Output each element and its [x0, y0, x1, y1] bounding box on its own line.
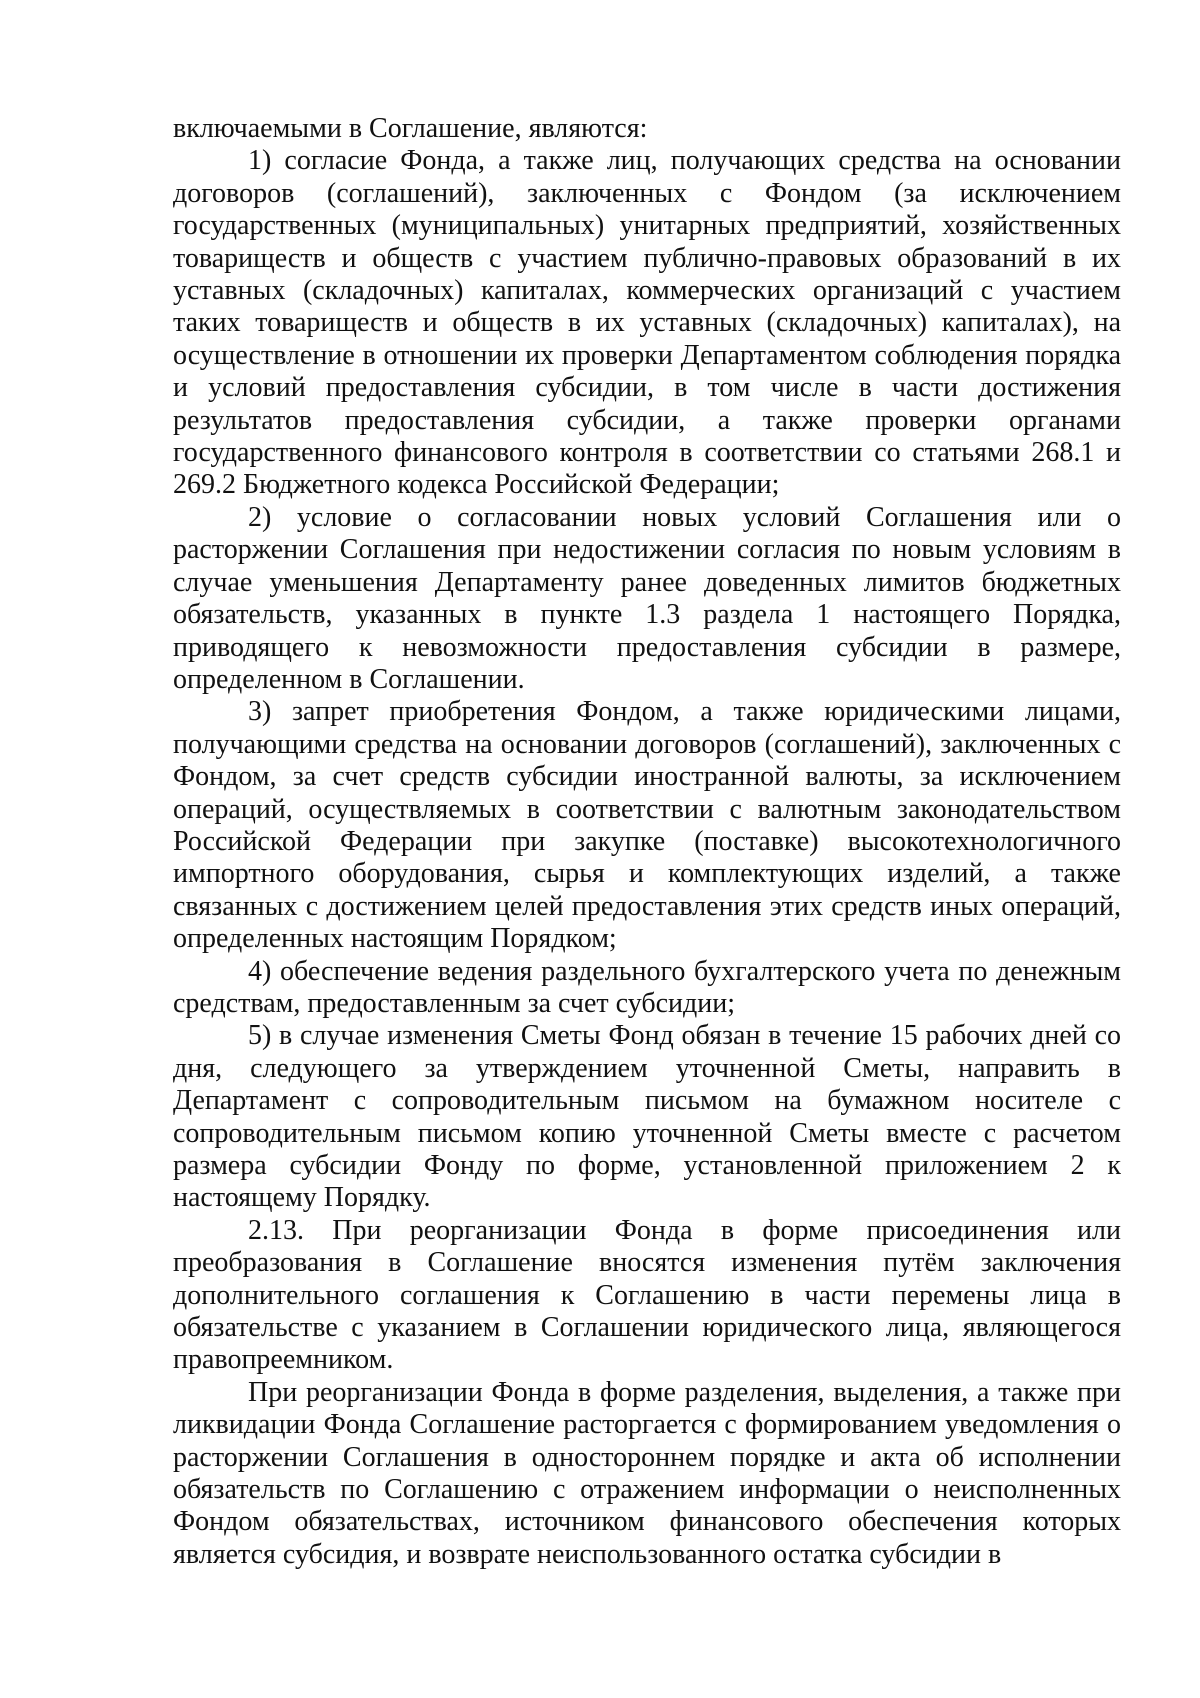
paragraph-item-3: 3) запрет приобретения Фондом, а также юридическими лицами, получающими средства на основании договоров (соглашений), заключенных с Фондом, за счет средств субсидии иностранной валюты, за исключением операций, осуществляемых в соответствии с валютным законодательством Российской Федерации при закупке (поставке) высокотехнологичного импортного оборудования, сырья и комплектующих изделий, а также связанных с достижением целей предоставления этих средств иных операций, определенных настоящим Порядком; — [173, 696, 1121, 955]
paragraph-item-5: 5) в случае изменения Сметы Фонд обязан в течение 15 рабочих дней со дня, следующего за утверждением уточненной Сметы, направить в Департамент с сопроводительным письмом на бумажном носителе с сопроводительным письмом копию уточненной Сметы вместе с расчетом размера субсидии Фонду по форме, установленной приложением 2 к настоящему Порядку. — [173, 1020, 1121, 1214]
paragraph-clause-2-13: 2.13. При реорганизации Фонда в форме присоединения или преобразования в Соглашение вносятся изменения путём заключения дополнительного соглашения к Соглашению в части перемены лица в обязательстве с указанием в Соглашении юридического лица, являющегося правопреемником. — [173, 1214, 1121, 1376]
paragraph-item-2: 2) условие о согласовании новых условий Соглашения или о расторжении Соглашения при недостижении согласия по новым условиям в случае уменьшения Департаменту ранее доведенных лимитов бюджетных обязательств, указанных в пункте 1.3 раздела 1 настоящего Порядка, приводящего к невозможности предоставления субсидии в размере, определенном в Соглашении. — [173, 501, 1121, 695]
document-page — [173, 113, 1121, 1571]
paragraph-reorganization: При реорганизации Фонда в форме разделения, выделения, а также при ликвидации Фонда Соглашение расторгается с формированием уведомления о расторжении Соглашения в одностороннем порядке и акта об исполнении обязательств по Соглашению с отражением информации о неисполненных Фондом обязательствах, источником финансового обеспечения которых является субсидия, и возврате неиспользованного остатка субсидии в — [173, 1376, 1121, 1570]
paragraph-item-4: 4) обеспечение ведения раздельного бухгалтерского учета по денежным средствам, предоставленным за счет субсидии; — [173, 955, 1121, 1019]
paragraph-intro: включаемыми в Соглашение, являются: — [173, 113, 648, 144]
paragraph-item-1: 1) согласие Фонда, а также лиц, получающих средства на основании договоров (соглашений), заключенных с Фондом (за исключением государственных (муниципальных) унитарных предприятий, хозяйственных товариществ и обществ с участием публично-правовых образований в их уставных (складочных) капиталах, коммерческих организаций с участием таких товариществ и обществ в их уставных (складочных) капиталах), на осуществление в отношении их проверки Департаментом соблюдения порядка и условий предоставления субсидии, в том числе в части достижения результатов предоставления субсидии, а также проверки органами государственного финансового контроля в соответствии со статьями 268.1 и 269.2 Бюджетного кодекса Российской Федерации; — [173, 145, 1121, 501]
